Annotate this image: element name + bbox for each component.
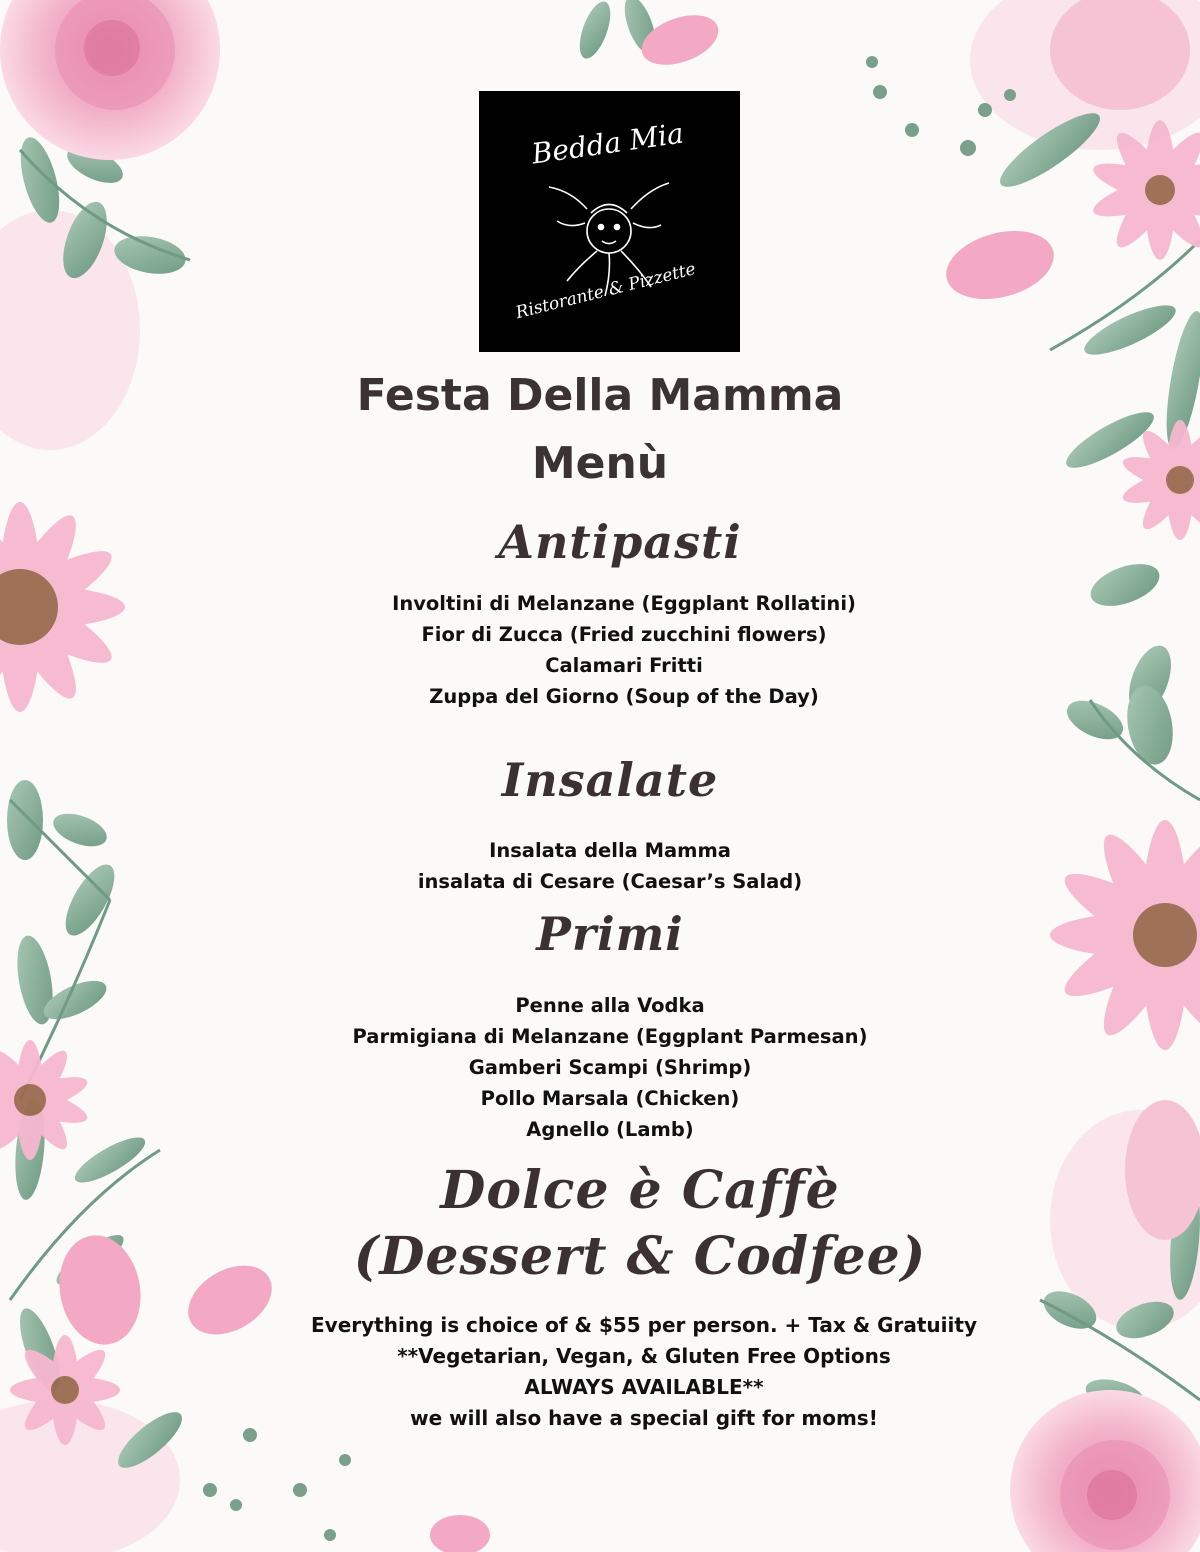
section-heading-primi: Primi bbox=[536, 907, 684, 961]
list-item: insalata di Cesare (Caesar’s Salad) bbox=[417, 870, 803, 893]
antipasti-list bbox=[24, 588, 1200, 712]
section-heading-dolce-translation: (Dessert & Codfee) bbox=[353, 1226, 927, 1287]
list-item: Calamari Fritti bbox=[545, 654, 703, 677]
list-item: Fior di Zucca (Fried zucchini flowers) bbox=[421, 623, 827, 646]
list-item: Parmigiana di Melanzane (Eggplant Parmesan) bbox=[352, 1025, 868, 1048]
list-item: Involtini di Melanzane (Eggplant Rollatini) bbox=[392, 592, 856, 615]
footer-line: Everything is choice of & $55 per person. + Tax & Gratuiity bbox=[311, 1313, 977, 1337]
restaurant-logo bbox=[479, 91, 740, 352]
logo-name: Bedda Mia bbox=[529, 116, 686, 171]
section-heading-insalate: Insalate bbox=[501, 753, 719, 807]
insalate-list bbox=[10, 835, 1200, 897]
menu-subtitle: Menù bbox=[531, 438, 669, 489]
list-item: Agnello (Lamb) bbox=[526, 1118, 694, 1141]
list-item: Insalata della Mamma bbox=[489, 839, 731, 862]
menu-footer bbox=[44, 1310, 1200, 1434]
list-item: Penne alla Vodka bbox=[515, 994, 705, 1017]
footer-line: ALWAYS AVAILABLE** bbox=[524, 1375, 764, 1399]
section-heading-antipasti: Antipasti bbox=[498, 515, 742, 569]
menu-title: Festa Della Mamma bbox=[356, 370, 844, 421]
footer-line: we will also have a special gift for moms! bbox=[410, 1406, 878, 1430]
list-item: Pollo Marsala (Chicken) bbox=[480, 1087, 740, 1110]
list-item: Gamberi Scampi (Shrimp) bbox=[468, 1056, 752, 1079]
primi-list bbox=[10, 990, 1200, 1145]
section-heading-dolce: Dolce è Caffè bbox=[440, 1160, 840, 1221]
list-item: Zuppa del Giorno (Soup of the Day) bbox=[429, 685, 819, 708]
footer-line: **Vegetarian, Vegan, & Gluten Free Options bbox=[397, 1344, 891, 1368]
logo-subtitle: Ristorante & Pizzette bbox=[513, 259, 698, 324]
